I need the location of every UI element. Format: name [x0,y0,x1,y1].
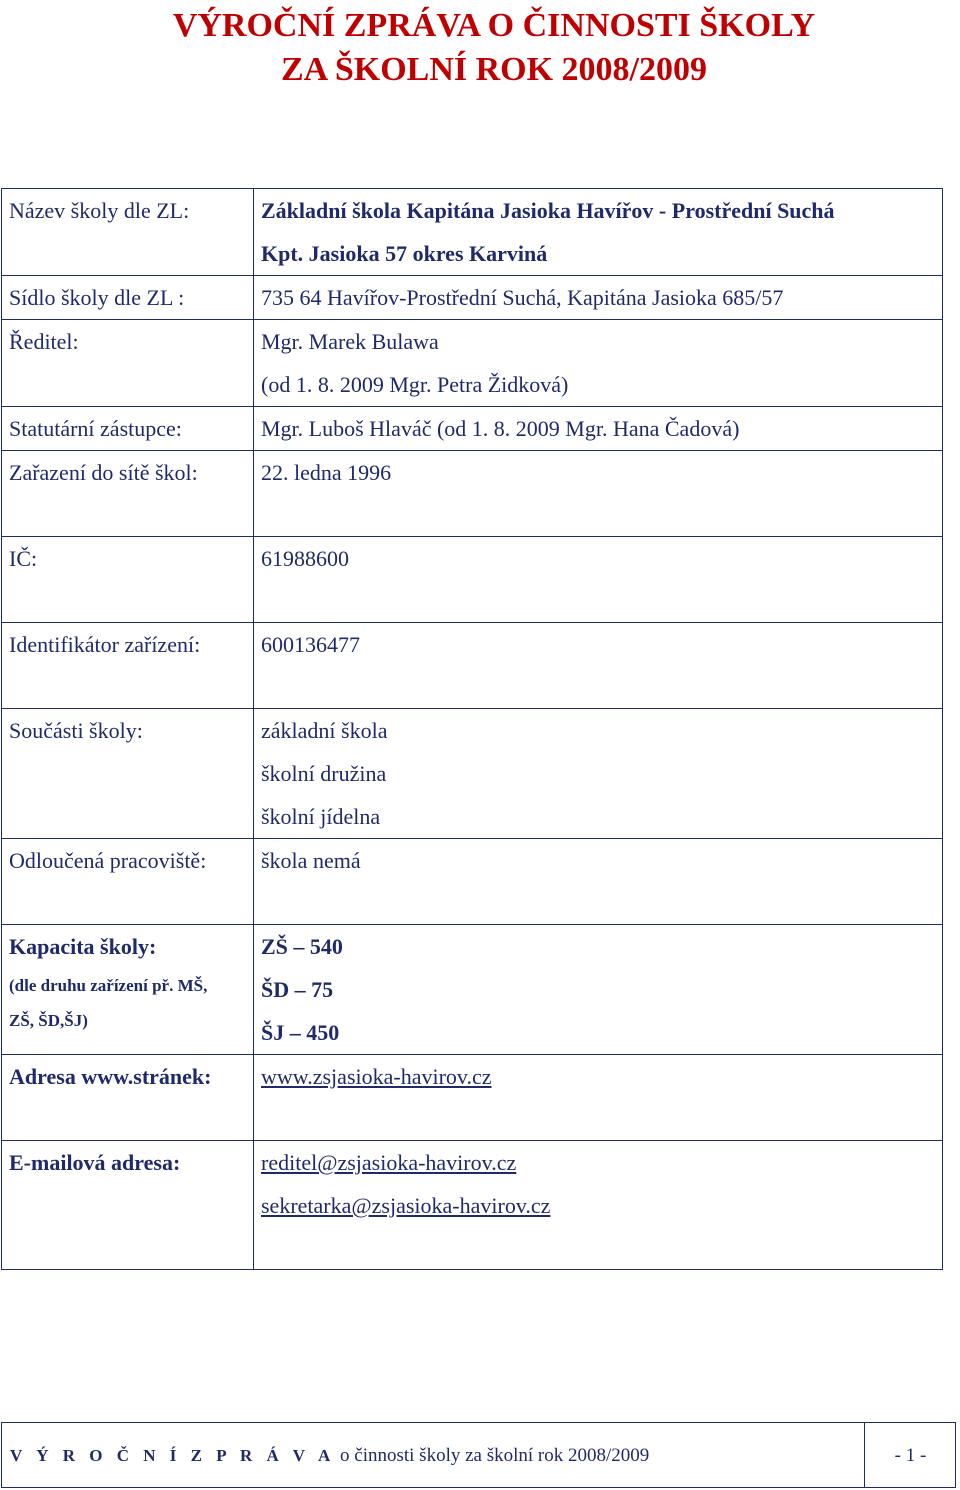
label-kapacita: Kapacita školy: (dle druhu zařízení př. MŠ, ZŠ, ŠD,ŠJ) [2,925,254,1055]
kapacita-item: ŠD – 75 [261,977,334,1002]
value-kapacita [254,925,943,1055]
label-nazev: Název školy dle ZL: [2,189,254,276]
value-web [254,1055,943,1141]
value-ic: 61988600 [254,537,943,623]
label-email: E-mailová adresa: [2,1141,254,1270]
soucast-item: základní škola [261,718,388,743]
value-reditel: Mgr. Marek Bulawa (od 1. 8. 2009 Mgr. Petra Židková) [254,320,943,407]
label-soucasti: Součásti školy: [2,709,254,839]
footer-text [10,1423,649,1489]
value-nazev: Základní škola Kapitána Jasioka Havířov - Prostřední Suchá Kpt. Jasioka 57 okres Karviná [254,189,943,276]
email-link-sekretarka[interactable]: sekretarka@zsjasioka-havirov.cz [261,1193,551,1218]
label-web: Adresa www.stránek: [2,1055,254,1141]
title-line-2: ZA ŠKOLNÍ ROK 2008/2009 [280,51,707,88]
school-info-table [1,188,943,1270]
label-odloucena: Odloučená pracoviště: [2,839,254,925]
kapacita-item: ZŠ – 540 [261,934,343,959]
label-identifikator: Identifikátor zařízení: [2,623,254,709]
label-zarazeni: Zařazení do sítě škol: [2,451,254,537]
row-email [2,1141,943,1270]
value-sidlo: 735 64 Havířov-Prostřední Suchá, Kapitána Jasioka 685/57 [254,276,943,320]
value-zastupce: Mgr. Luboš Hlaváč (od 1. 8. 2009 Mgr. Hana Čadová) [254,407,943,451]
row-soucasti [2,709,943,839]
row-nazev [2,189,943,276]
label-ic: IČ: [2,537,254,623]
row-kapacita [2,925,943,1055]
row-odloucena [2,839,943,925]
kapacita-note-1: (dle druhu zařízení př. MŠ, [9,976,208,995]
page-footer [1,1422,956,1488]
row-zastupce [2,407,943,451]
page-number: - 1 - [894,1445,927,1466]
email-link-reditel[interactable]: reditel@zsjasioka-havirov.cz [261,1150,517,1175]
soucast-item: školní družina [261,761,387,786]
value-identifikator: 600136477 [254,623,943,709]
kapacita-item: ŠJ – 450 [261,1020,340,1045]
title-line-1: VÝROČNÍ ZPRÁVA O ČINNOSTI ŠKOLY [172,7,816,44]
row-ic [2,537,943,623]
kapacita-note-2: ZŠ, ŠD,ŠJ) [9,1011,88,1030]
footer-subtitle: o činnosti školy za školní rok 2008/2009 [335,1445,650,1466]
value-soucasti [254,709,943,839]
label-reditel: Ředitel: [2,320,254,407]
row-identifikator [2,623,943,709]
soucast-item: školní jídelna [261,804,381,829]
value-email [254,1141,943,1270]
label-zastupce: Statutární zástupce: [2,407,254,451]
row-reditel [2,320,943,407]
value-odloucena: škola nemá [254,839,943,925]
row-sidlo [2,276,943,320]
label-sidlo: Sídlo školy dle ZL : [2,276,254,320]
value-zarazeni: 22. ledna 1996 [254,451,943,537]
row-web [2,1055,943,1141]
row-zarazeni [2,451,943,537]
website-link[interactable]: www.zsjasioka-havirov.cz [261,1064,492,1089]
footer-spaced-title: V Ý R O Č N Í Z P R Á V A [10,1446,336,1465]
footer-divider [864,1423,865,1487]
